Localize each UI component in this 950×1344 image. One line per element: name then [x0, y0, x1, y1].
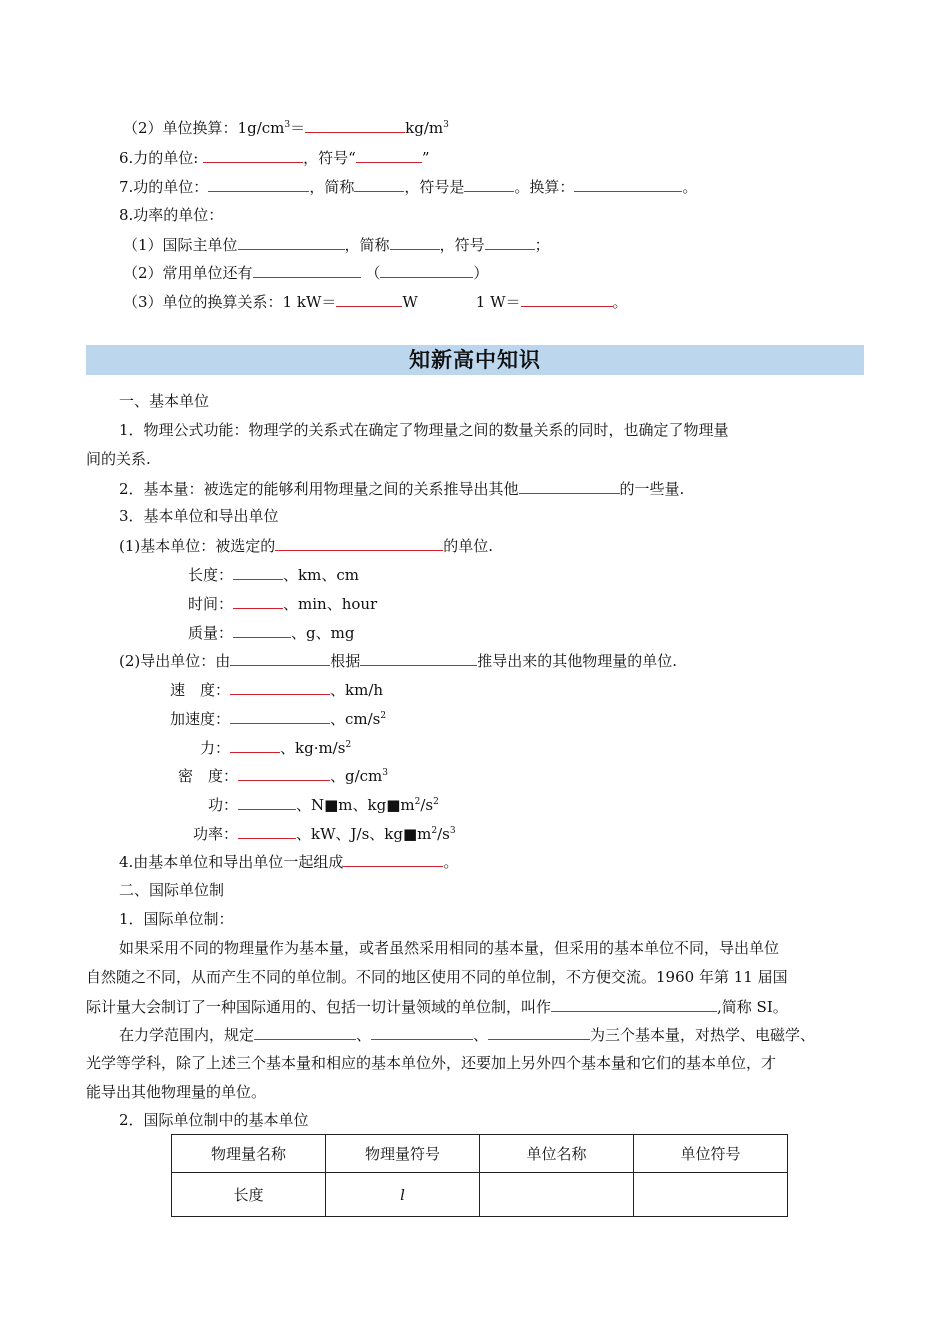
banner-title: 知新高中知识 — [409, 348, 541, 372]
blank[interactable] — [305, 117, 405, 133]
paragraph-line: 际计量大会制订了一种国际通用的、包括一切计量领域的单位制，叫作 ,简称 SI。 — [86, 998, 788, 1016]
blank[interactable] — [574, 176, 682, 192]
blank[interactable] — [519, 478, 620, 494]
unit-row-work: 功： 、N■m、$kg■m^2/s^2$ — [207, 796, 439, 814]
blank[interactable] — [230, 679, 330, 695]
blank[interactable] — [238, 234, 345, 250]
paragraph-line: (1)基本单位：被选定的 的单位. — [119, 537, 494, 555]
blank[interactable] — [390, 234, 440, 250]
paragraph-line: 1．物理公式功能：物理学的关系式在确定了物理量之间的数量关系的同时，也确定了物理量 — [119, 421, 729, 439]
table-header-cell: 物理量符号 — [326, 1135, 480, 1173]
blank[interactable] — [336, 291, 402, 307]
unit-row-mass: 质量： 、g、mg — [188, 624, 355, 642]
table-header-cell: 单位符号 — [634, 1135, 788, 1173]
power-main-unit-line: （1）国际主单位 ，简称 ，符号 ； — [123, 236, 550, 254]
table-cell[interactable] — [634, 1173, 788, 1217]
paragraph-line: 如果采用不同的物理量作为基本量，或者虽然采用相同的基本量，但采用的基本单位不同，导出单位 — [119, 939, 780, 957]
paragraph-line: 自然随之不同，从而产生不同的单位制。不同的地区使用不同的单位制，不方便交流。1960 年第 11 届国 — [86, 968, 788, 986]
unit-row-power: 功率： 、kW、J/s、$kg■m^2/s^3$ — [192, 825, 456, 843]
paragraph-line: (2)导出单位：由 根据 推导出来的其他物理量的单位. — [119, 652, 678, 670]
paragraph-line: 能导出其他物理量的单位。 — [86, 1083, 267, 1101]
power-common-unit-line: （2）常用单位还有 （ ） — [123, 264, 489, 282]
blank[interactable] — [551, 996, 717, 1012]
section-heading: 二、国际单位制 — [119, 881, 225, 899]
paragraph-line: 2．国际单位制中的基本单位 — [119, 1111, 309, 1129]
blank[interactable] — [230, 650, 330, 666]
blank[interactable] — [360, 650, 477, 666]
blank[interactable] — [233, 564, 283, 580]
blank[interactable] — [233, 593, 283, 609]
unit-row-velocity: 速 度： 、km/h — [169, 681, 384, 699]
paragraph-line: 间的关系. — [86, 450, 151, 468]
force-unit-line: 6.力的单位: ，符号“ ” — [119, 149, 430, 167]
blank[interactable] — [488, 1024, 590, 1040]
blank[interactable] — [356, 147, 422, 163]
blank[interactable] — [230, 737, 280, 753]
blank[interactable] — [343, 851, 443, 867]
section-banner — [86, 345, 864, 375]
blank[interactable] — [203, 147, 303, 163]
table-row — [172, 1173, 788, 1217]
section-heading: 一、基本单位 — [119, 392, 210, 410]
paragraph-line: 2．基本量：被选定的能够利用物理量之间的关系推导出其他 的一些量. — [119, 480, 685, 498]
unit-conversion-line: （2）单位换算：$1g/cm^3= kg/m^3$ — [123, 119, 449, 137]
table-header-cell: 物理量名称 — [172, 1135, 326, 1173]
blank[interactable] — [254, 1024, 356, 1040]
unit-row-acceleration: 加速度： 、$cm/s^2$ — [169, 710, 387, 728]
blank[interactable] — [208, 176, 309, 192]
blank[interactable] — [238, 794, 296, 810]
table-header-cell: 单位名称 — [480, 1135, 634, 1173]
paragraph-line: 1．国际单位制： — [119, 910, 234, 928]
blank[interactable] — [354, 176, 404, 192]
blank[interactable] — [253, 262, 361, 278]
table-cell[interactable] — [480, 1173, 634, 1217]
power-conversion-line: （3）单位的换算关系：1 kW＝ W 1 W＝ 。 — [123, 293, 628, 311]
paragraph-line: 3．基本单位和导出单位 — [119, 507, 279, 525]
table-cell: 长度 — [172, 1173, 326, 1217]
work-unit-line: 7.功的单位： ，简称 ，符号是 。换算： 。 — [119, 178, 698, 196]
table-header-row — [172, 1135, 788, 1173]
blank[interactable] — [238, 823, 296, 839]
blank[interactable] — [230, 708, 330, 724]
table-cell: l — [326, 1173, 480, 1217]
unit-row-length: 长度： 、km、cm — [188, 566, 359, 584]
paragraph-line: 4.由基本单位和导出单位一起组成 。 — [119, 853, 459, 871]
blank[interactable] — [238, 765, 330, 781]
blank[interactable] — [380, 262, 473, 278]
si-base-units-table — [171, 1134, 788, 1217]
unit-row-density: 密 度： 、$g/cm^3$ — [177, 767, 389, 785]
blank[interactable] — [485, 234, 535, 250]
unit-row-force: 力： 、$kg\cdot m/s^2$ — [199, 739, 352, 757]
blank[interactable] — [464, 176, 514, 192]
paragraph-line: 光学等学科，除了上述三个基本量和相应的基本单位外，还要加上另外四个基本量和它们的基本单位，才 — [86, 1054, 777, 1072]
blank[interactable] — [275, 535, 443, 551]
blank[interactable] — [371, 1024, 473, 1040]
power-unit-heading: 8.功率的单位： — [119, 206, 224, 224]
paragraph-line: 在力学范围内，规定 、 、 为三个基本量，对热学、电磁学、 — [119, 1026, 816, 1044]
unit-row-time: 时间： 、min、hour — [188, 595, 378, 613]
blank[interactable] — [233, 622, 291, 638]
blank[interactable] — [521, 291, 613, 307]
